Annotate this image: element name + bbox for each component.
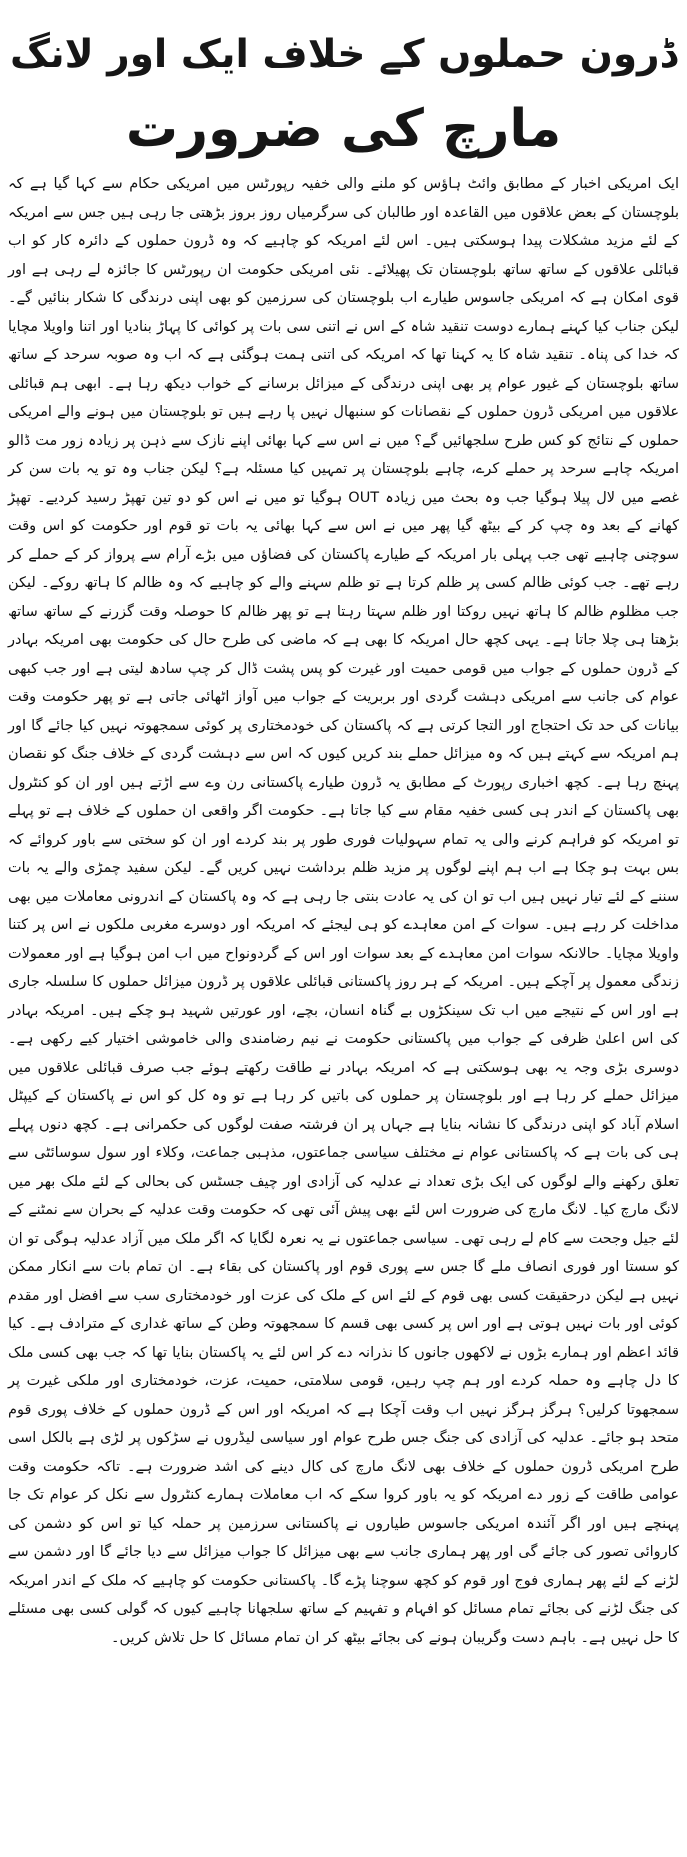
headline-line-1: ڈرون حملوں کے خلاف ایک اور لانگ [10, 32, 677, 77]
headline-line-2: مارچ کی ضرورت [125, 99, 562, 159]
article-body-paragraph: ایک امریکی اخبار کے مطابق وائٹ ہاؤس کو ملنے والی خفیہ رپورٹس میں امریکی حکام سے کہا گیا ہے کہ بلوچستان کے بعض علاقوں میں القاعدہ اور طالبان کی سرگرمیاں روز بروز بڑھتی جا رہی ہیں جس سے امریکہ کے لئے مزید مشکلات پیدا ہوسکتی ہیں۔ اس لئے امریکہ کو چاہیے کہ وہ ڈرون حملوں کے دائرہ کار کو اب قبائلی علاقوں کے ساتھ ساتھ بلوچستان تک پھیلائے۔ نئی امریکی حکومت ان رپورٹس کا جائزہ لے رہی ہے اور قوی امکان ہے کہ امریکی جاسوس طیارے اب بلوچستان کی سرزمین کو بھی اپنی درندگی کا شکار بنائیں گے۔ لیکن جناب کیا کہنے ہمارے دوست تنقید شاہ کے اس نے اتنی سی بات پر کوائی کا پہاڑ بنادیا اور اتنا واویلا مچایا کہ خدا کی پناہ۔ تنقید شاہ کا یہ کہنا تھا کہ امریکہ کی اتنی ہمت ہوگئی ہے کہ اب وہ صوبہ سرحد کے ساتھ ساتھ بلوچستان کے غیور عوام پر بھی اپنی درندگی کے میزائل برسانے کے خواب دیکھ رہا ہے۔ ابھی ہم قبائلی علاقوں میں امریکی ڈرون حملوں کے نقصانات کو سنبھال نہیں پا رہے ہیں تو بلوچستان میں ہونے والے امریکی حملوں کے نتائج کو کس طرح سلجھائیں گے؟ میں نے اس سے کہا بھائی اپنے نازک سے ذہن پر زیادہ زور مت ڈالو امریکہ چاہے سرحد پر حملے کرے، چاہے بلوچستان پر تمہیں کیا مسئلہ ہے؟ لیکن جناب وہ تو یہ بات سن کر غصے میں لال پیلا ہوگیا جب وہ بحث میں زیادہ OUT ہوگیا تو میں نے اس کو دو تین تھپڑ رسید کردیے۔ تھپڑ کھانے کے بعد وہ چپ کر کے بیٹھ گیا پھر میں نے اس سے کہا بھائی یہ بات تو قوم اور حکومت کو اس وقت سوچنی چاہیے تھی جب پہلی بار امریکہ کے طیارے پاکستان کی فضاؤں میں بڑے آرام سے پرواز کر کے حملے کر رہے تھے۔ جب کوئی ظالم کسی پر ظلم کرتا ہے تو ظلم سہنے والے کو چاہیے کہ وہ ظالم کا ہاتھ روکے۔ لیکن جب مظلوم ظالم کا ہاتھ نہیں روکتا اور ظلم سہتا رہتا ہے تو پھر ظالم کا حوصلہ وقت گزرنے کے ساتھ ساتھ بڑھتا ہی چلا جاتا ہے۔ یہی کچھ حال امریکہ کا بھی ہے کہ ماضی کی طرح حال کی حکومت بھی امریکہ بہادر کے ڈرون حملوں کے جواب میں قومی حمیت اور غیرت کو پس پشت ڈال کر چپ سادھ لیتی ہے اور جب کبھی عوام کی جانب سے امریکی دہشت گردی اور بربریت کے جواب میں آواز اٹھائی جاتی ہے تو پھر حکومت وقت بیانات کی حد تک احتجاج اور التجا کرتی ہے کہ پاکستان کی خودمختاری پر کوئی سمجھوتہ نہیں کیا جائے گا اور ہم امریکہ سے کہتے ہیں کہ وہ میزائل حملے بند کریں کیوں کہ اس سے دہشت گردی کے خلاف جنگ کو نقصان پہنچ رہا ہے۔ کچھ اخباری رپورٹ کے مطابق یہ ڈرون طیارے پاکستانی رن وے سے اڑتے ہیں اور ان کو کنٹرول بھی پاکستان کے اندر ہی کسی خفیہ مقام سے کیا جاتا ہے۔ حکومت اگر واقعی ان حملوں کے خلاف ہے تو پہلے تو امریکہ کو فراہم کرنے والی یہ تمام سہولیات فوری طور پر بند کردے اور ان کو سختی سے باور کروائے کہ بس بہت ہو چکا ہے اب ہم اپنے لوگوں پر مزید ظلم برداشت نہیں کریں گے۔ لیکن سفید چمڑی والے یہ بات سننے کے لئے تیار نہیں ہیں اب تو ان کی یہ عادت بنتی جا رہی ہے کہ وہ پاکستان کے اندرونی معاملات میں بھی مداخلت کر رہے ہیں۔ سوات کے امن معاہدے کو ہی لیجئے کہ امریکہ اور دوسرے مغربی ملکوں نے اس پر کتنا واویلا مچایا۔ حالانکہ سوات امن معاہدے کے بعد سوات اور اس کے گردونواح میں اب امن ہوگیا ہے اور معمولات زندگی معمول پر آچکے ہیں۔ امریکہ کے ہر روز پاکستانی قبائلی علاقوں پر ڈرون میزائل حملوں کا سلسلہ جاری ہے اور اس کے نتیجے میں اب تک سینکڑوں بے گناہ انسان، بچے، اور عورتیں شہید ہو چکے ہیں۔ امریکہ بہادر کی اس اعلیٰ ظرفی کے جواب میں پاکستانی حکومت نے نیم رضامندی والی خاموشی اختیار کیے رکھی ہے۔ دوسری بڑی وجہ یہ بھی ہوسکتی ہے کہ امریکہ بہادر نے طاقت رکھتے ہوئے جب صرف قبائلی علاقوں میں میزائل حملے کر رہا ہے اور بلوچستان پر حملوں کی باتیں کر رہا ہے تو وہ کل کو اس نے پاکستان کے کیپٹل اسلام آباد کو اپنی درندگی کا نشانہ بنایا ہے جہاں پر ان فرشتہ صفت لوگوں کی حکمرانی ہے۔ کچھ دنوں پہلے ہی کی بات ہے کہ پاکستانی عوام نے مختلف سیاسی جماعتوں، مذہبی جماعت، وکلاء اور سول سوسائٹی سے تعلق رکھنے والے لوگوں کی ایک بڑی تعداد نے عدلیہ کی آزادی اور چیف جسٹس کی بحالی کے لئے ملک بھر میں لانگ مارچ کیا۔ لانگ مارچ کی ضرورت اس لئے بھی پیش آئی تھی کہ حکومت وقت عدلیہ کے بحران سے نمٹنے کے لئے جیل وجحت سے کام لے رہی تھی۔ سیاسی جماعتوں نے یہ نعرہ لگایا کہ اگر ملک میں آزاد عدلیہ ہوگی تو ان کو سستا اور فوری انصاف ملے گا جس سے پوری قوم اور پاکستان کی بقاء ہے۔ ان تمام بات سے انکار ممکن نہیں ہے لیکن درحقیقت کسی بھی قوم کے لئے اس کے ملک کی عزت اور خودمختاری سب سے افضل اور مقدم کوئی اور بات نہیں ہوتی ہے اور اس پر کسی بھی قسم کا سمجھوتہ وطن کے ساتھ غداری کے مترادف ہے۔ کیا قائد اعظم اور ہمارے بڑوں نے لاکھوں جانوں کا نذرانہ دے کر اس لئے یہ پاکستان بنایا تھا کہ جب بھی کسی ملک کا دل چاہے وہ حملہ کردے اور ہم چپ رہیں، قومی سلامتی، حمیت، عزت، خودمختاری اور ملکی غیرت پر سمجھوتا کرلیں؟ ہرگز ہرگز نہیں اب وقت آچکا ہے کہ امریکہ اور اس کے ڈرون حملوں کے خلاف پوری قوم متحد ہو جائے۔ عدلیہ کی آزادی کی جنگ جس طرح عوام اور سیاسی لیڈروں نے سڑکوں پر لڑی ہے بالکل اسی طرح امریکی ڈرون حملوں کے خلاف بھی لانگ مارچ کی کال دینے کی اشد ضرورت ہے۔ تاکہ حکومت وقت عوامی طاقت کے زور دے امریکہ کو یہ باور کروا سکے کہ اب معاملات ہمارے کنٹرول سے نکل کر عوام تک جا پہنچے ہیں اور اگر آئندہ امریکی جاسوس طیاروں نے پاکستانی سرزمین پر حملہ کیا تو اس کو دشمن کی کاروائی تصور کی جائے گی اور پھر ہماری جانب سے بھی میزائل کا جواب میزائل سے دیا جائے گا اور دشمن سے لڑنے کے لئے پھر ہماری فوج اور قوم کو کچھ سوچنا پڑے گا۔ پاکستانی حکومت کو چاہیے کہ ملک کے اندر امریکہ کی جنگ لڑنے کی بجائے تمام مسائل کو افہام و تفہیم کے ساتھ سلجھانا چاہیے کیوں کہ گولی کسی بھی مسئلے کا حل نہیں ہے۔ باہم دست وگریبان ہونے کی بجائے بیٹھ کر ان تمام مسائل کا حل تلاش کریں۔ [8, 176, 679, 1646]
article-body [8, 170, 679, 1652]
